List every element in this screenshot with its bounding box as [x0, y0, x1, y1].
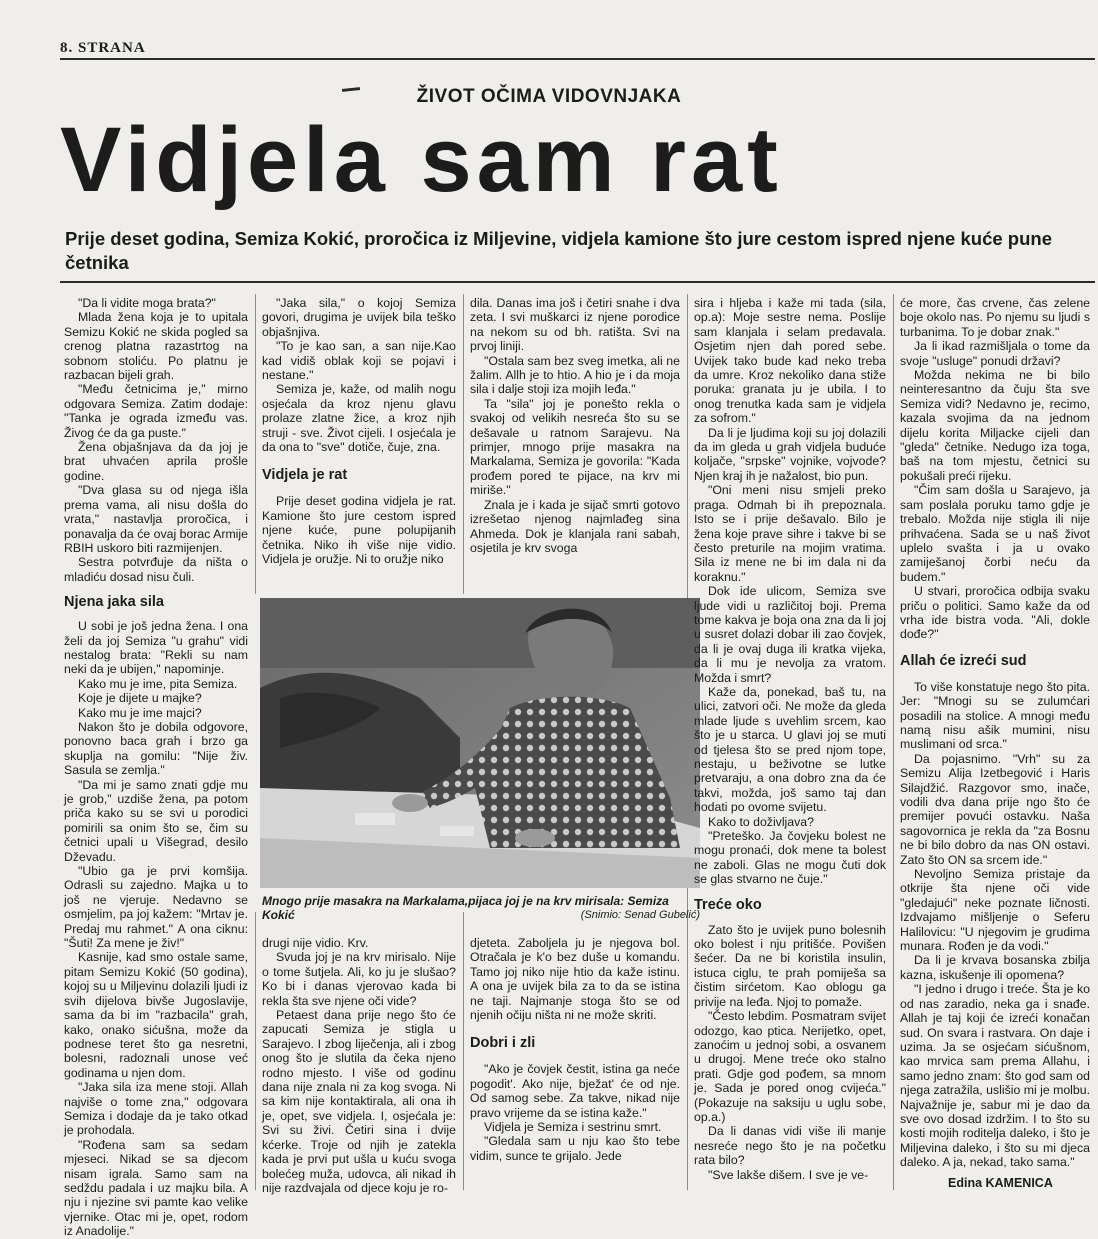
paragraph: Semiza je, kaže, od malih nogu osjećala da kroz njenu glavu prolaze zlatne žice, a kroz njih struji - sve. Život cijeli. I osjećala je da ona to "sve" dotiče, čuje, zna.: [262, 382, 456, 455]
paragraph: Da li je krvava bosanska zbilja kazna, iskušenje ili opomena?: [900, 953, 1090, 982]
paragraph: "Među četnicima je," mirno odgovara Semiza. Zatim dodaje: "Tanka je ograda između vas. Živog će da ga puste.": [64, 382, 248, 440]
paragraph: Prije deset godina vidjela je rat. Kamione što jure cestom ispred njene kuće, pune polupijanih četnika. Niko ih više nije vidio. Vidjela je oružje. Ni to oružje niko: [262, 494, 456, 567]
paragraph: djeteta. Zaboljela ju je njegova bol. Otračala je k'o bez duše u komandu. Tamo joj niko nije htio da kaže istinu. A ona je uvijek bila za to da se istina ne taji. Najmanje stoga što se od njenih očiju ništa ni ne može skriti.: [470, 936, 680, 1023]
paragraph: Žena objašnjava da da joj je brat uhvaćen aprila prošle godine.: [64, 440, 248, 483]
paragraph: "Jaka sila," o kojoj Semiza govori, drugima je uvijek bila teško objašnjiva.: [262, 296, 456, 339]
paragraph: Da li danas vidi više ili manje nesreće nego što je na početku rata bilo?: [694, 1124, 886, 1168]
photo-caption: [262, 894, 700, 922]
subheading-allah-ce-izreci-sud: Allah će izreći sud: [900, 652, 1027, 669]
paragraph: "Dva glasa su od njega išla prema vama, ali nisu došla do vrata," nastavlja proročica, i ponavalja da će ovaj borac Armije RBIH uskoro biti razmijenjen.: [64, 483, 248, 555]
top-rule: [60, 58, 1095, 60]
subheading-trece-oko: Treće oko: [694, 896, 762, 913]
paragraph: Mlada žena koja je to upitala Semizu Kokić ne skida pogled sa crenog platna razastrtog na sobnom stoliću. Po platnu je razbacan bijeli grah.: [64, 310, 248, 383]
subheading-njena-jaka-sila: Njena jaka sila: [64, 594, 164, 611]
paragraph: Petaest dana prije nego što će zapucati Semiza je stigla u Sarajevo. I zbog liječenja, ali i zbog onog što je slutila da čeka njeno rodno mjesto. I više od godinu dana nije znala ni za kog svoga. Ni sa kim nije kontaktirala, ali ona ih je, opet, sve vidjela. I, osjećala je: Svi su živi. Četiri sina i dvije kćerke. Troje od njih je zatekla kada je prvi put ušla u kuću svoga bolećeg muža, udovca, ali nikad ih nije razdvajala od djece koju je ro-: [262, 1008, 456, 1195]
paragraph: Ta "sila" joj je ponešto rekla o svakoj od velikih nesreća što su se dešavale u ratnom Sarajevu. Na primjer, mnogo prije masakra na Markalama, Semiza je govorila: "Kada prođem pored te pijace, na krv mi miriše.": [470, 396, 680, 498]
column-2-bottom: [262, 936, 456, 1195]
paragraph: "Jaka sila iza mene stoji. Allah najviše o tome zna," odgovara Semiza i dodaje da je tako otkad je prohodala.: [64, 1080, 248, 1138]
column-3-bottom: [470, 936, 680, 1163]
photo-credit: (Snimio: Senad Gubelić): [580, 909, 700, 921]
paragraph: Nakon što je dobila odgovore, ponovno baca grah i brzo ga skuplja na gomilu: "Nije živ. Sasula se zemlja.": [64, 719, 248, 778]
paragraph: Kako mu je ime majci?: [78, 705, 202, 720]
column-divider: [255, 294, 256, 594]
paragraph: "Rođena sam sa sedam mjeseci. Nikad se sa djecom nisam igrala. Samo sam na sedždu padala i uz majku bila. A nju i njezine svi pamte kao velike vjernike. Otac mi je, opet, rodom iz Anadolije.": [64, 1137, 248, 1239]
caption-text: Mnogo prije masakra na Markalama,pijaca joj je na krv mirisala: Semiza Kokić: [262, 894, 669, 922]
paragraph: "Čim sam došla u Sarajevo, ja sam poslala poruku tamo gdje je trebalo. Možda nije stigla ili nije prihvaćena. Sada se u naš život uplelo svašta i ja u ovako zamiješanoj čorbi neću da budem.": [900, 483, 1090, 584]
paragraph: Kako to doživljava?: [708, 814, 814, 829]
paragraph: Sestra potvrđuje da ništa o mladiću dosad nisu čuli.: [64, 555, 248, 584]
deck-rule: [60, 281, 1095, 283]
paragraph: U stvari, proročica odbija svaku priču o politici. Samo kaže da od vrha ide bistra voda. "Ali, dokle dođe?": [900, 584, 1090, 642]
paragraph: "Gledala sam u nju kao što tebe vidim, sunce te grijalo. Jede: [470, 1134, 680, 1163]
headline: Vidjela sam rat: [60, 109, 783, 211]
paragraph: "I jedno i drugo i treće. Šta je ko od nas zaradio, neka ga i snađe. Allah je taj koji će izreći konačan sud. On svara i rastvara. On daje i uzima. Ja se osjećam sićušnom, kao mrvica sam prema Allahu, i samo jedno znam: što god sam od njega zatražila, uslišio mi je molbu. Najvažnije je, sabur mi je dao da sve ovo dosad izdržim. I to što su kosti mojih roditelja daleko, i što je Miljevina daleko, i što su mi djeca daleko. A ja, nekad, tako sama.": [900, 982, 1091, 1170]
paragraph: "Ako je čovjek čestit, istina ga neće pogodit'. Ako nije, bježat' će od nje. Od samog sebe. Za takve, nikad nije pravo vrijeme da se istina kaže.": [470, 1062, 680, 1120]
subheading-vidjela-je-rat: Vidjela je rat: [262, 467, 348, 484]
page-number: 8. STRANA: [60, 40, 146, 56]
paragraph: Dok ide ulicom, Semiza sve ljude vidi u različitoj boji. Prema tome kakva je boja ona zna da li joj u susret dolazi dobar ili zao čovjek, da li je ovaj duga ili kratka vijeka, da li mu je nevolja za vratom. Možda i smrt?: [694, 584, 886, 685]
paragraph: "To je kao san, a san nije.Kao kad vidiš oblak koji se pojavi i nestane.": [262, 339, 456, 383]
paragraph: Svuda joj je na krv mirisalo. Nije o tome šutjela. Ali, ko ju je slušao? Ko bi i danas vjerovao kada bi rekla šta sve njene oči vide?: [262, 950, 456, 1008]
paragraph: "Da mi je samo znati gdje mu je grob," uzdiše žena, pa potom priča kako su se svi u porodici pomirili sa onim što se, čim su četnici upali u Višegrad, desilo Dževadu.: [64, 777, 248, 864]
paragraph: U sobi je još jedna žena. I ona želi da joj Semiza "u grahu" vidi nestalog brata: "Rekli su nam neki da je ubijen," napominje.: [64, 619, 248, 677]
subheading-dobri-i-zli: Dobri i zli: [470, 1035, 536, 1052]
byline: Edina KAMENICA: [948, 1176, 1053, 1190]
paragraph: Znala je i kada je sijač smrti gotovo izrešetao njenog najmlađeg sina Ahmeda. Dok je klanjala rani sabah, osjetila je krv svoga: [470, 497, 680, 555]
paragraph: "Ubio ga je prvi komšija. Odrasli su zajedno. Majka u to još ne vjeruje. Nedavno se osmjelim, pa joj kažem: "Mrtav je. Predaj mu rahmet." A ona ciknu: "Šuti! Za mene je živ!": [64, 864, 248, 951]
paragraph: "Da li vidite moga brata?": [78, 296, 216, 310]
paragraph: Kasnije, kad smo ostale same, pitam Semizu Kokić (50 godina), kojoj su u Miljevinu dolazili ljudi iz svih dijelova bivše Jugoslavije, sama da bi im "razbacila" grah, kako, onako sićušna, može da podnese teret što ga nesretni, bolesni, radoznali unose već godinama u njen dom.: [64, 950, 248, 1080]
paragraph: Možda nekima ne bi bilo neinteresantno da čuju šta sve Semiza vidi? Nedavno je, recimo, kazala svojima da na jednom dijelu korita Miljacke cijeli dan "gleda" četnike. Nedugo iza toga, baš na tom mjestu, četnici su pokušali preći rijeku.: [900, 368, 1090, 483]
kicker: ŽIVOT OČIMA VIDOVNJAKA: [416, 86, 682, 107]
photo-semiza-kokic: [260, 598, 700, 888]
column-5: [900, 296, 1090, 1170]
paragraph: "Sve lakše dišem. I sve je ve-: [708, 1167, 869, 1182]
paragraph: Kako mu je ime, pita Semiza.: [78, 676, 238, 691]
paragraph: Koje je dijete u majke?: [78, 691, 202, 706]
paragraph: "Oni meni nisu smjeli preko praga. Odmah bi ih prepoznala. Isto se i prije dešavalo. Bilo je žena koje prave sihre i takve bi se često preturile na mojim vratima. Sila iz mene ne bi im dala ni da koraknu.": [694, 483, 886, 584]
column-2-top: [262, 296, 456, 567]
paragraph: dila. Danas ima još i četiri snahe i dva zeta. I svi muškarci iz njene porodice na nekom su od bh. ratišta. Svi na prvoj liniji.: [470, 296, 680, 354]
column-1: [64, 296, 248, 1239]
column-3-top: [470, 296, 680, 555]
column-divider: [463, 912, 464, 1190]
column-divider: [893, 294, 894, 1190]
paragraph: "Često lebdim. Posmatram svijet odozgo, kao ptica. Nerijetko, opet, zanoćim u jednoj sobi, a osvanem u drugoj. Mene treće oko stalno prati. Gdje god pođem, sa mnom je. Sada je pored onog cvijeća." (Pokazuje na saksiju u uglu sobe, op.a.): [694, 1009, 886, 1124]
paragraph: drugi nije vidio. Krv.: [262, 936, 369, 950]
paragraph: sira i hljeba i kaže mi tada (sila, op.a): Moje sestre nema. Poslije sam klanjala i selam predavala. Osjetim njen dah pored sebe. Uvijek tako bude kad neko treba da umre. Kroz nekoliko dana stiže poruka: granata ju je ubila. I to onog trenutka kada sam je vidjela za sofrom.": [694, 296, 886, 426]
column-4: [694, 296, 886, 1182]
paragraph: Zato što je uvijek puno bolesnih oko bolest i nju pritišće. Povišen šećer. Da ne bi koristila insulin, istuca ciglu, te prah pomiješa sa čistim sirćetom. Kao oblogu ga privije na leđa. Njoj to pomaže.: [694, 922, 886, 1009]
paragraph: Ja li ikad razmišljala o tome da svoje "usluge" ponudi državi?: [900, 339, 1090, 368]
paragraph: Da pojasnimo. "Vrh" su za Semizu Alija Izetbegović i Haris Silajdžić. Razgovor smo, inače, vodili dva dana prije ngo što će premijer povući ostavku. Naša sagovornica je rekla da "za Bosnu ne bi bilo dobro da nas ON ostavi. Zato što ON sa srcem ide.": [900, 751, 1090, 867]
column-divider: [255, 912, 256, 1190]
photo-image: [260, 598, 700, 888]
paragraph: "Ostala sam bez sveg imetka, ali ne žalim. Allh je to htio. A hio je i da moja sila i dalje stoji iza mojih leđa.": [470, 353, 680, 397]
paragraph: To više konstatuje nego što pita. Jer: "Mnogi su se zulumćari posadili na stolice. A mnogi među namą nisu ašik mumini, nisu muslimani od srca.": [900, 679, 1090, 752]
paragraph: će more, čas crvene, čas zelene boje okolo nas. Po njemu su ljudi s turbanima. To je dobar znak.": [900, 296, 1090, 339]
paragraph: Da li je ljudima koji su joj dolazili da im gleda u grah vidjela buduće koljače, "srpske" vojnike, vojvode? Njen kraj ih je nažalost, bio pun.: [694, 425, 886, 483]
paragraph: Kaže da, ponekad, baš tu, na ulici, zatvori oči. Ne može da gleda mlade ljude s uvehlim srcem, kao što je u starca. U glavi joj se muti od tjelesa što se pred njom tope, nestaju, u beživotne se lutke pretvaraju, a ona dobro zna da će takvi, možda, još samo taj dan hodati po ovome svijetu.: [694, 684, 886, 815]
column-divider: [463, 294, 464, 594]
deck: Prije deset godina, Semiza Kokić, proročica iz Miljevine, vidjela kamione što jure cestom ispred njene kuće pune četnika: [65, 228, 1052, 273]
paragraph: Vidjela je Semiza i sestrinu smrt.: [484, 1120, 662, 1135]
paragraph: Nevoljno Semiza pristaje da otkrije šta njene oči vide "gledajući" neke poznate ličnosti. Izdvajamo mišljenje o Seferu Halilovicu: "U njegovim je grudima munara. Rođen je da vodi.": [900, 867, 1090, 954]
paragraph: "Preteško. Ja čovjeku bolest ne mogu pronaći, dok mene ta bolest ne zaboli. Glas ne mogu čuti dok se glas stvarno ne čuje.": [694, 829, 886, 887]
